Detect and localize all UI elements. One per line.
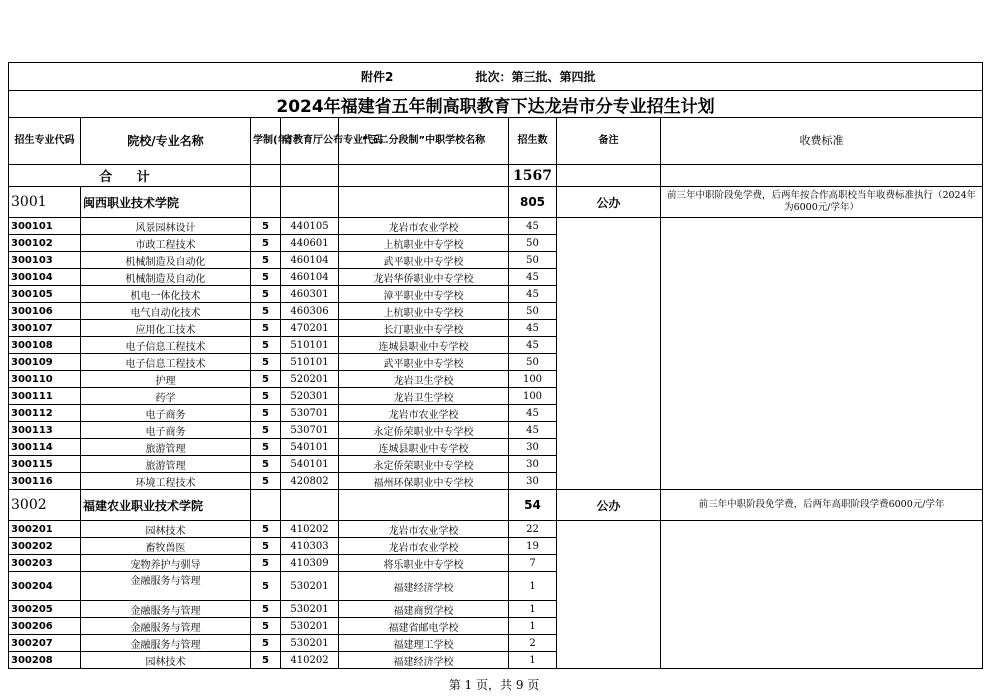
- major-years: 5: [251, 218, 281, 235]
- major-middle-school: 龙岩市农业学校: [339, 218, 509, 235]
- major-years: 5: [251, 422, 281, 439]
- major-middle-school: 将乐职业中专学校: [339, 555, 509, 572]
- major-pub-code: 520301: [281, 388, 339, 405]
- header-code: 招生专业代码: [9, 118, 81, 165]
- major-code: 300112: [9, 405, 81, 422]
- major-years: 5: [251, 652, 281, 669]
- major-name: 电子信息工程技术: [81, 337, 251, 354]
- major-code: 300202: [9, 538, 81, 555]
- major-name: 风景园林设计: [81, 218, 251, 235]
- major-name: 市政工程技术: [81, 235, 251, 252]
- major-middle-school: 武平职业中专学校: [339, 354, 509, 371]
- school-pub-empty: [281, 490, 339, 521]
- major-note-span: [557, 218, 661, 490]
- major-pub-code: 460301: [281, 286, 339, 303]
- major-code: 300105: [9, 286, 81, 303]
- major-name: 电气自动化技术: [81, 303, 251, 320]
- major-years: 5: [251, 337, 281, 354]
- major-code: 300206: [9, 618, 81, 635]
- major-middle-school: 连城县职业中专学校: [339, 439, 509, 456]
- major-years: 5: [251, 235, 281, 252]
- major-pub-code: 530201: [281, 618, 339, 635]
- header-name: 院校/专业名称: [81, 118, 251, 165]
- major-middle-school: 龙岩市农业学校: [339, 538, 509, 555]
- major-years: 5: [251, 456, 281, 473]
- page-title: 2024年福建省五年制高职教育下达龙岩市分专业招生计划: [9, 91, 983, 118]
- major-name: 畜牧兽医: [81, 538, 251, 555]
- major-fee-span: [661, 521, 983, 669]
- major-code: 300108: [9, 337, 81, 354]
- major-code: 300116: [9, 473, 81, 490]
- total-row: [9, 165, 983, 187]
- major-count: 45: [509, 269, 557, 286]
- major-code: 300106: [9, 303, 81, 320]
- major-years: 5: [251, 286, 281, 303]
- major-years: 5: [251, 538, 281, 555]
- major-pub-code: 460104: [281, 269, 339, 286]
- major-code: 300207: [9, 635, 81, 652]
- major-middle-school: 漳平职业中专学校: [339, 286, 509, 303]
- major-middle-school: 永定侨荣职业中专学校: [339, 456, 509, 473]
- major-pub-code: 530201: [281, 572, 339, 601]
- header-pub-code: 省教育厅公布专业代码: [281, 118, 339, 165]
- major-pub-code: 530701: [281, 422, 339, 439]
- major-note-span: [557, 521, 661, 669]
- major-name: 园林技术: [81, 652, 251, 669]
- major-code: 300109: [9, 354, 81, 371]
- major-pub-code: 440601: [281, 235, 339, 252]
- major-name: 药学: [81, 388, 251, 405]
- major-pub-code: 540101: [281, 456, 339, 473]
- school-years-empty: [251, 490, 281, 521]
- major-years: 5: [251, 635, 281, 652]
- major-name: 金融服务与管理: [81, 635, 251, 652]
- major-middle-school: 龙岩市农业学校: [339, 521, 509, 538]
- major-pub-code: 410202: [281, 521, 339, 538]
- major-count: 2: [509, 635, 557, 652]
- major-count: 45: [509, 286, 557, 303]
- major-years: 5: [251, 572, 281, 601]
- major-code: 300107: [9, 320, 81, 337]
- major-middle-school: 上杭职业中专学校: [339, 235, 509, 252]
- major-count: 45: [509, 337, 557, 354]
- header-note: 备注: [557, 118, 661, 165]
- school-fee: 前三年中职阶段免学费，后两年按合作高职校当年收费标准执行（2024年为6000元/学年）: [661, 187, 983, 218]
- school-years-empty: [251, 187, 281, 218]
- table-row: [9, 218, 983, 235]
- major-count: 50: [509, 252, 557, 269]
- major-code: 300110: [9, 371, 81, 388]
- total-count: 1567: [509, 165, 557, 187]
- major-name: 宠物养护与驯导: [81, 555, 251, 572]
- major-pub-code: 510101: [281, 354, 339, 371]
- major-count: 1: [509, 618, 557, 635]
- major-name: 旅游管理: [81, 439, 251, 456]
- major-years: 5: [251, 439, 281, 456]
- major-name: 金融服务与管理: [81, 618, 251, 635]
- major-count: 45: [509, 405, 557, 422]
- school-count: 54: [509, 490, 557, 521]
- plan-sheet: [8, 62, 982, 669]
- major-middle-school: 长汀职业中专学校: [339, 320, 509, 337]
- table-row: [9, 521, 983, 538]
- school-row: [9, 490, 983, 521]
- major-code: 300113: [9, 422, 81, 439]
- meta-row: [9, 63, 983, 91]
- school-mid-empty: [339, 187, 509, 218]
- major-pub-code: 470201: [281, 320, 339, 337]
- school-note: 公办: [557, 187, 661, 218]
- major-count: 100: [509, 388, 557, 405]
- major-years: 5: [251, 521, 281, 538]
- major-middle-school: 福州环保职业中专学校: [339, 473, 509, 490]
- major-code: 300111: [9, 388, 81, 405]
- major-count: 50: [509, 303, 557, 320]
- major-count: 45: [509, 218, 557, 235]
- school-row: [9, 187, 983, 218]
- major-count: 45: [509, 320, 557, 337]
- batch-label: 批次：第三批、第四批: [475, 70, 596, 84]
- enrollment-plan-table: [8, 62, 983, 669]
- major-name: 机电一体化技术: [81, 286, 251, 303]
- school-name: 福建农业职业技术学院: [81, 490, 251, 521]
- major-middle-school: 福建理工学校: [339, 635, 509, 652]
- major-middle-school: 龙岩卫生学校: [339, 371, 509, 388]
- major-code: 300114: [9, 439, 81, 456]
- major-middle-school: 永定侨荣职业中专学校: [339, 422, 509, 439]
- major-code: 300115: [9, 456, 81, 473]
- major-years: 5: [251, 405, 281, 422]
- major-pub-code: 540101: [281, 439, 339, 456]
- major-years: 5: [251, 354, 281, 371]
- major-pub-code: 420802: [281, 473, 339, 490]
- school-pub-empty: [281, 187, 339, 218]
- major-name: 电子商务: [81, 405, 251, 422]
- major-years: 5: [251, 601, 281, 618]
- major-middle-school: 龙岩市农业学校: [339, 405, 509, 422]
- major-count: 1: [509, 601, 557, 618]
- major-pub-code: 460104: [281, 252, 339, 269]
- school-code: 3001: [9, 187, 81, 218]
- major-name: 园林技术: [81, 521, 251, 538]
- major-pub-code: 520201: [281, 371, 339, 388]
- school-note: 公办: [557, 490, 661, 521]
- major-years: 5: [251, 303, 281, 320]
- major-years: 5: [251, 269, 281, 286]
- major-count: 22: [509, 521, 557, 538]
- major-pub-code: 440105: [281, 218, 339, 235]
- major-name: 电子信息工程技术: [81, 354, 251, 371]
- major-middle-school: 福建省邮电学校: [339, 618, 509, 635]
- major-years: 5: [251, 388, 281, 405]
- header-count: 招生数: [509, 118, 557, 165]
- header-fee: 收费标准: [661, 118, 983, 165]
- major-pub-code: 530201: [281, 635, 339, 652]
- page-footer: 第 1 页，共 9 页: [448, 678, 540, 692]
- major-years: 5: [251, 252, 281, 269]
- school-name: 闽西职业技术学院: [81, 187, 251, 218]
- school-code: 3002: [9, 490, 81, 521]
- header-row: [9, 118, 983, 165]
- major-middle-school: 福建经济学校: [339, 572, 509, 601]
- major-middle-school: 福建经济学校: [339, 652, 509, 669]
- major-pub-code: 530201: [281, 601, 339, 618]
- major-name: 机械制造及自动化: [81, 269, 251, 286]
- major-count: 30: [509, 439, 557, 456]
- major-code: 300103: [9, 252, 81, 269]
- major-middle-school: 上杭职业中专学校: [339, 303, 509, 320]
- major-pub-code: 510101: [281, 337, 339, 354]
- header-years: 学制(年): [251, 118, 281, 165]
- school-mid-empty: [339, 490, 509, 521]
- major-middle-school: 武平职业中专学校: [339, 252, 509, 269]
- major-name: 金融服务与管理: [81, 572, 251, 601]
- major-middle-school: 福建商贸学校: [339, 601, 509, 618]
- major-count: 30: [509, 456, 557, 473]
- major-code: 300104: [9, 269, 81, 286]
- major-count: 50: [509, 235, 557, 252]
- major-name: 金融服务与管理: [81, 601, 251, 618]
- school-count: 805: [509, 187, 557, 218]
- major-name: 电子商务: [81, 422, 251, 439]
- total-label: 合 计: [9, 165, 251, 187]
- major-years: 5: [251, 473, 281, 490]
- major-count: 100: [509, 371, 557, 388]
- title-row: [9, 91, 983, 118]
- major-code: 300203: [9, 555, 81, 572]
- major-middle-school: 龙岩华侨职业中专学校: [339, 269, 509, 286]
- major-pub-code: 410202: [281, 652, 339, 669]
- major-name: 应用化工技术: [81, 320, 251, 337]
- major-fee-span: [661, 218, 983, 490]
- major-pub-code: 460306: [281, 303, 339, 320]
- school-fee: 前三年中职阶段免学费，后两年高职阶段学费6000元/学年: [661, 490, 983, 521]
- major-name: 环境工程技术: [81, 473, 251, 490]
- major-years: 5: [251, 320, 281, 337]
- major-code: 300204: [9, 572, 81, 601]
- major-count: 45: [509, 422, 557, 439]
- major-name: 旅游管理: [81, 456, 251, 473]
- major-pub-code: 410309: [281, 555, 339, 572]
- major-years: 5: [251, 618, 281, 635]
- major-code: 300201: [9, 521, 81, 538]
- major-name: 机械制造及自动化: [81, 252, 251, 269]
- major-code: 300205: [9, 601, 81, 618]
- major-code: 300208: [9, 652, 81, 669]
- major-code: 300101: [9, 218, 81, 235]
- major-name: 护理: [81, 371, 251, 388]
- major-middle-school: 龙岩卫生学校: [339, 388, 509, 405]
- major-count: 1: [509, 572, 557, 601]
- major-years: 5: [251, 371, 281, 388]
- major-pub-code: 530701: [281, 405, 339, 422]
- major-count: 30: [509, 473, 557, 490]
- attachment-label: 附件2: [361, 70, 394, 84]
- major-pub-code: 410303: [281, 538, 339, 555]
- header-middle-school: “三二分段制”中职学校名称: [339, 118, 509, 165]
- major-count: 7: [509, 555, 557, 572]
- major-years: 5: [251, 555, 281, 572]
- major-code: 300102: [9, 235, 81, 252]
- major-count: 19: [509, 538, 557, 555]
- major-count: 50: [509, 354, 557, 371]
- major-middle-school: 连城县职业中专学校: [339, 337, 509, 354]
- major-count: 1: [509, 652, 557, 669]
